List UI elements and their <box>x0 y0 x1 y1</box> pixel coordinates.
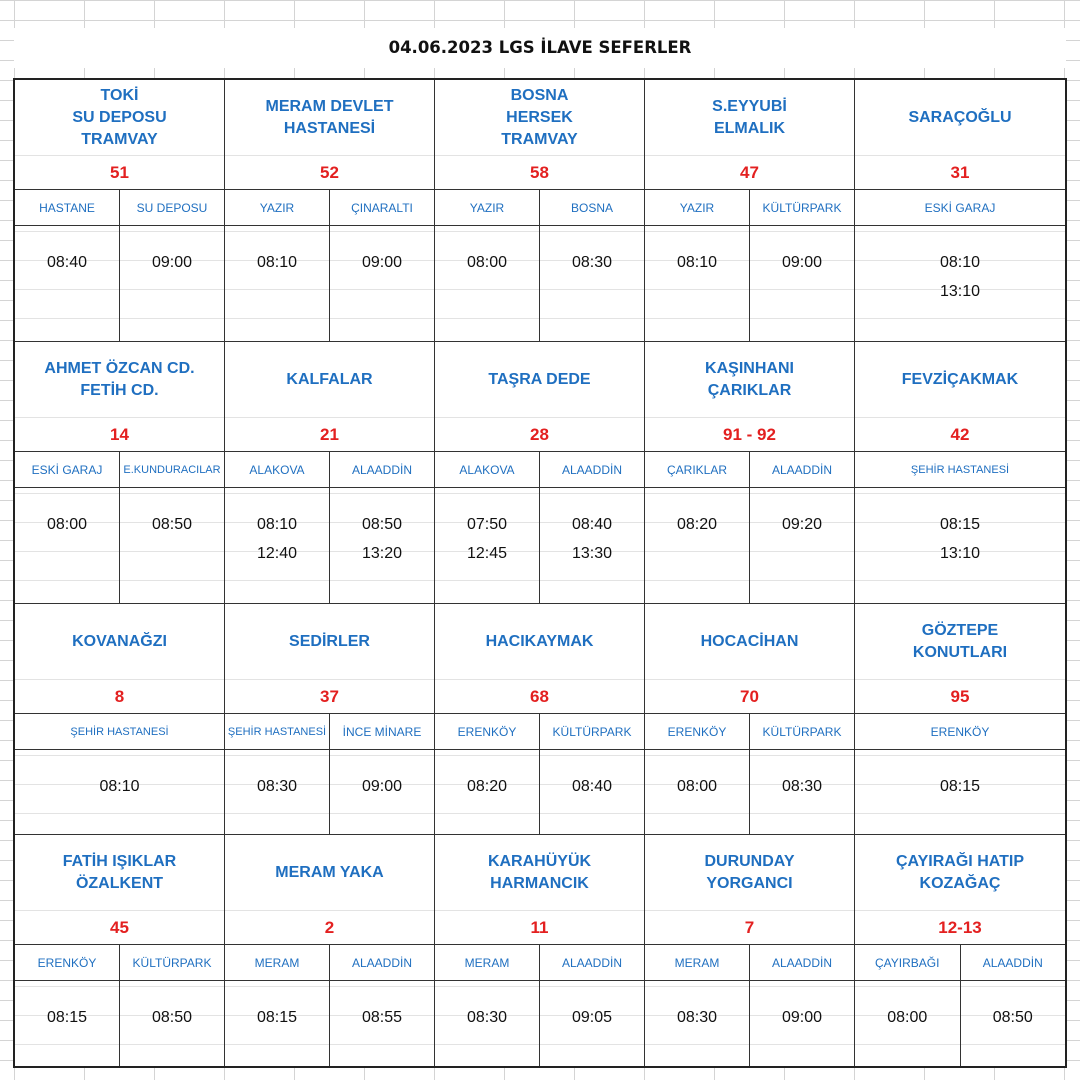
departure-time: 08:55 <box>361 1009 403 1026</box>
stop-name: MERAM <box>225 945 329 981</box>
route-block <box>15 604 225 835</box>
route-name <box>225 80 434 156</box>
stop-name: ALAKOVA <box>225 452 329 488</box>
departure-times <box>225 226 329 341</box>
departure-columns <box>645 714 854 834</box>
departure-columns <box>15 452 224 603</box>
departure-column <box>539 190 644 341</box>
departure-time: 07:50 <box>466 516 508 533</box>
stop-name: ALAADDİN <box>961 945 1066 981</box>
line-number: 28 <box>435 418 644 452</box>
departure-times <box>15 488 119 603</box>
departure-time: 08:30 <box>256 778 298 795</box>
departure-time: 08:30 <box>571 254 613 271</box>
stop-name: KÜLTÜRPARK <box>540 714 644 750</box>
route-name-text: FATİH IŞIKLAR ÖZALKENT <box>62 852 177 892</box>
route-name-text: GÖZTEPE KONUTLARI <box>912 621 1008 661</box>
stop-name: ŞEHİR HASTANESİ <box>855 452 1065 488</box>
departure-times <box>330 981 434 1066</box>
line-number: 2 <box>225 911 434 945</box>
departure-column <box>15 190 119 341</box>
departure-times <box>330 750 434 834</box>
route-name <box>225 342 434 418</box>
departure-column <box>225 945 329 1066</box>
departure-column <box>15 945 119 1066</box>
route-name <box>435 342 644 418</box>
route-name <box>15 342 224 418</box>
departure-times <box>855 750 1065 834</box>
departure-column <box>539 945 644 1066</box>
departure-time: 08:15 <box>939 778 981 795</box>
stop-name: ŞEHİR HASTANESİ <box>225 714 329 750</box>
stop-name: ALAADDİN <box>330 452 434 488</box>
route-name <box>435 835 644 911</box>
stop-name: ERENKÖY <box>435 714 539 750</box>
route-block <box>435 835 645 1066</box>
line-number: 45 <box>15 911 224 945</box>
line-number: 91 - 92 <box>645 418 854 452</box>
departure-times <box>120 981 224 1066</box>
departure-column <box>225 190 329 341</box>
departure-columns <box>15 190 224 341</box>
departure-column <box>855 714 1065 834</box>
route-name-text: SEDİRLER <box>289 632 370 650</box>
line-number: 12-13 <box>855 911 1065 945</box>
route-name <box>645 835 854 911</box>
departure-time: 08:30 <box>676 1009 718 1026</box>
stop-name: ERENKÖY <box>855 714 1065 750</box>
departure-column <box>645 714 749 834</box>
departure-time: 09:00 <box>361 254 403 271</box>
departure-time: 09:00 <box>781 1009 823 1026</box>
departure-columns <box>225 452 434 603</box>
departure-time: 08:40 <box>571 778 613 795</box>
departure-column <box>539 452 644 603</box>
stop-name: ALAADDİN <box>540 945 644 981</box>
departure-times <box>435 981 539 1066</box>
departure-column <box>329 714 434 834</box>
departure-columns <box>225 714 434 834</box>
route-block <box>15 835 225 1066</box>
route-block <box>225 342 435 604</box>
departure-columns <box>435 452 644 603</box>
departure-columns <box>855 714 1065 834</box>
departure-time: 08:50 <box>361 516 403 533</box>
departure-time: 09:00 <box>151 254 193 271</box>
route-name-text: TAŞRA DEDE <box>488 370 591 388</box>
departure-time: 08:00 <box>676 778 718 795</box>
stop-name: E.KUNDURACILAR <box>120 452 224 488</box>
line-number: 11 <box>435 911 644 945</box>
stop-name: ALAADDİN <box>540 452 644 488</box>
route-block <box>855 342 1065 604</box>
departure-column <box>329 452 434 603</box>
line-number: 8 <box>15 680 224 714</box>
route-name <box>855 604 1065 680</box>
route-name <box>15 80 224 156</box>
stop-name: ESKİ GARAJ <box>855 190 1065 226</box>
departure-time: 08:40 <box>46 254 88 271</box>
departure-times <box>750 488 854 603</box>
departure-time: 13:10 <box>939 545 981 562</box>
departure-column <box>225 452 329 603</box>
route-block <box>15 342 225 604</box>
route-block <box>645 835 855 1066</box>
departure-time: 08:40 <box>571 516 613 533</box>
stop-name: ALAADDİN <box>750 945 854 981</box>
route-name <box>645 80 854 156</box>
departure-column <box>749 945 854 1066</box>
departure-time: 08:20 <box>466 778 508 795</box>
stop-name: ÇAYIRBAĞI <box>855 945 960 981</box>
departure-time: 09:00 <box>361 778 403 795</box>
departure-times <box>540 226 644 341</box>
departure-column <box>119 190 224 341</box>
route-name-text: KARAHÜYÜK HARMANCIK <box>487 852 592 892</box>
departure-column <box>119 452 224 603</box>
route-name-text: FEVZİÇAKMAK <box>901 370 1019 388</box>
departure-column <box>749 452 854 603</box>
departure-column <box>15 452 119 603</box>
departure-time: 12:40 <box>256 545 298 562</box>
route-name-text: TOKİ SU DEPOSU TRAMVAY <box>72 86 167 148</box>
departure-time: 08:15 <box>939 516 981 533</box>
line-number: 7 <box>645 911 854 945</box>
departure-times <box>225 488 329 603</box>
route-name <box>225 604 434 680</box>
stop-name: KÜLTÜRPARK <box>750 714 854 750</box>
line-number: 68 <box>435 680 644 714</box>
page-title: 04.06.2023 LGS İLAVE SEFERLER <box>14 28 1066 68</box>
departure-time: 08:50 <box>151 516 193 533</box>
departure-times <box>645 226 749 341</box>
departure-column <box>435 452 539 603</box>
departure-time: 12:45 <box>466 545 508 562</box>
departure-column <box>225 714 329 834</box>
departure-column <box>749 190 854 341</box>
line-number: 31 <box>855 156 1065 190</box>
departure-times <box>540 750 644 834</box>
departure-times <box>225 981 329 1066</box>
departure-times <box>15 750 224 834</box>
route-block <box>855 604 1065 835</box>
departure-column <box>435 945 539 1066</box>
departure-columns <box>225 190 434 341</box>
route-block <box>645 80 855 342</box>
departure-column <box>645 452 749 603</box>
departure-columns <box>645 190 854 341</box>
departure-times <box>120 226 224 341</box>
departure-time: 08:10 <box>256 254 298 271</box>
departure-times <box>15 226 119 341</box>
route-name-text: BOSNA HERSEK TRAMVAY <box>501 86 578 148</box>
route-block <box>435 80 645 342</box>
departure-column <box>435 714 539 834</box>
departure-times <box>540 488 644 603</box>
departure-column <box>645 945 749 1066</box>
line-number: 37 <box>225 680 434 714</box>
route-name <box>435 604 644 680</box>
line-number: 47 <box>645 156 854 190</box>
stop-name: ÇINARALTI <box>330 190 434 226</box>
stop-name: YAZIR <box>225 190 329 226</box>
departure-time: 08:15 <box>256 1009 298 1026</box>
stop-name: HASTANE <box>15 190 119 226</box>
departure-time: 08:10 <box>99 778 140 795</box>
stop-name: BOSNA <box>540 190 644 226</box>
route-name-text: MERAM DEVLET HASTANESİ <box>265 97 394 137</box>
departure-time: 08:30 <box>781 778 823 795</box>
route-name-text: AHMET ÖZCAN CD. FETİH CD. <box>44 359 195 399</box>
departure-time: 08:50 <box>151 1009 193 1026</box>
schedule-table <box>13 78 1067 1068</box>
departure-columns <box>855 190 1065 341</box>
departure-time: 08:10 <box>939 254 981 271</box>
route-block <box>645 604 855 835</box>
stop-name: KÜLTÜRPARK <box>120 945 224 981</box>
departure-times <box>961 981 1066 1066</box>
departure-times <box>225 750 329 834</box>
route-block <box>855 835 1065 1066</box>
line-number: 51 <box>15 156 224 190</box>
departure-column <box>539 714 644 834</box>
departure-time: 09:00 <box>781 254 823 271</box>
route-block <box>435 342 645 604</box>
route-name-text: KOVANAĞZI <box>72 632 167 650</box>
departure-column <box>645 190 749 341</box>
departure-column <box>435 190 539 341</box>
departure-time: 08:20 <box>676 516 718 533</box>
stop-name: KÜLTÜRPARK <box>750 190 854 226</box>
route-block <box>225 604 435 835</box>
route-name-text: KAŞINHANI ÇARIKLAR <box>705 359 794 399</box>
departure-columns <box>15 714 224 834</box>
departure-time: 08:50 <box>992 1009 1033 1026</box>
departure-columns <box>855 452 1065 603</box>
route-name <box>855 342 1065 418</box>
departure-column <box>855 190 1065 341</box>
departure-times <box>435 488 539 603</box>
line-number: 52 <box>225 156 434 190</box>
departure-column <box>749 714 854 834</box>
departure-times <box>435 750 539 834</box>
departure-time: 09:05 <box>571 1009 613 1026</box>
route-name-text: HACIKAYMAK <box>485 632 594 650</box>
departure-column <box>15 714 224 834</box>
stop-name: MERAM <box>435 945 539 981</box>
departure-time: 13:20 <box>361 545 403 562</box>
route-block <box>855 80 1065 342</box>
departure-times <box>120 488 224 603</box>
stop-name: YAZIR <box>435 190 539 226</box>
departure-times <box>645 488 749 603</box>
departure-columns <box>645 945 854 1066</box>
route-block <box>435 604 645 835</box>
departure-times <box>330 226 434 341</box>
departure-time: 08:30 <box>466 1009 508 1026</box>
departure-time: 08:00 <box>466 254 508 271</box>
stop-name: SU DEPOSU <box>120 190 224 226</box>
departure-times <box>645 750 749 834</box>
departure-times <box>855 488 1065 603</box>
departure-time: 08:00 <box>46 516 88 533</box>
route-name-text: MERAM YAKA <box>275 863 384 881</box>
departure-column <box>119 945 224 1066</box>
departure-column <box>855 945 960 1066</box>
departure-column <box>329 945 434 1066</box>
departure-columns <box>225 945 434 1066</box>
route-name <box>855 80 1065 156</box>
departure-columns <box>645 452 854 603</box>
departure-time: 08:10 <box>256 516 298 533</box>
departure-columns <box>435 190 644 341</box>
departure-time: 08:00 <box>887 1009 928 1026</box>
route-block <box>225 835 435 1066</box>
departure-column <box>329 190 434 341</box>
route-name <box>225 835 434 911</box>
departure-columns <box>855 945 1065 1066</box>
stop-name: ŞEHİR HASTANESİ <box>15 714 224 750</box>
departure-times <box>540 981 644 1066</box>
departure-column <box>960 945 1066 1066</box>
route-block <box>15 80 225 342</box>
line-number: 70 <box>645 680 854 714</box>
route-name-text: DURUNDAY YORGANCI <box>704 852 795 892</box>
route-name <box>435 80 644 156</box>
line-number: 21 <box>225 418 434 452</box>
stop-name: YAZIR <box>645 190 749 226</box>
departure-time: 08:15 <box>46 1009 88 1026</box>
route-block <box>225 80 435 342</box>
route-name-text: S.EYYUBİ ELMALIK <box>712 97 787 137</box>
stop-name: ALAADDİN <box>750 452 854 488</box>
line-number: 58 <box>435 156 644 190</box>
route-name <box>15 835 224 911</box>
departure-times <box>15 981 119 1066</box>
route-name <box>15 604 224 680</box>
departure-times <box>855 981 960 1066</box>
route-name-text: ÇAYIRAĞI HATIP KOZAĞAÇ <box>895 852 1024 892</box>
departure-times <box>750 750 854 834</box>
departure-times <box>435 226 539 341</box>
stop-name: ALAKOVA <box>435 452 539 488</box>
departure-time: 08:10 <box>676 254 718 271</box>
departure-time: 13:30 <box>571 545 613 562</box>
route-name-text: SARAÇOĞLU <box>908 108 1012 126</box>
line-number: 95 <box>855 680 1065 714</box>
line-number: 14 <box>15 418 224 452</box>
route-name <box>855 835 1065 911</box>
stop-name: ALAADDİN <box>330 945 434 981</box>
departure-column <box>855 452 1065 603</box>
departure-times <box>750 226 854 341</box>
line-number: 42 <box>855 418 1065 452</box>
stop-name: ÇARIKLAR <box>645 452 749 488</box>
departure-columns <box>435 945 644 1066</box>
departure-time: 13:10 <box>939 283 981 300</box>
route-name-text: HOCACİHAN <box>700 632 799 650</box>
departure-columns <box>15 945 224 1066</box>
route-block <box>645 342 855 604</box>
departure-columns <box>435 714 644 834</box>
route-name-text: KALFALAR <box>286 370 373 388</box>
route-name <box>645 342 854 418</box>
stop-name: ERENKÖY <box>645 714 749 750</box>
departure-times <box>750 981 854 1066</box>
stop-name: MERAM <box>645 945 749 981</box>
departure-time: 09:20 <box>781 516 823 533</box>
departure-times <box>645 981 749 1066</box>
route-name <box>645 604 854 680</box>
stop-name: ERENKÖY <box>15 945 119 981</box>
departure-times <box>330 488 434 603</box>
departure-times <box>855 226 1065 341</box>
stop-name: İNCE MİNARE <box>330 714 434 750</box>
stop-name: ESKİ GARAJ <box>15 452 119 488</box>
